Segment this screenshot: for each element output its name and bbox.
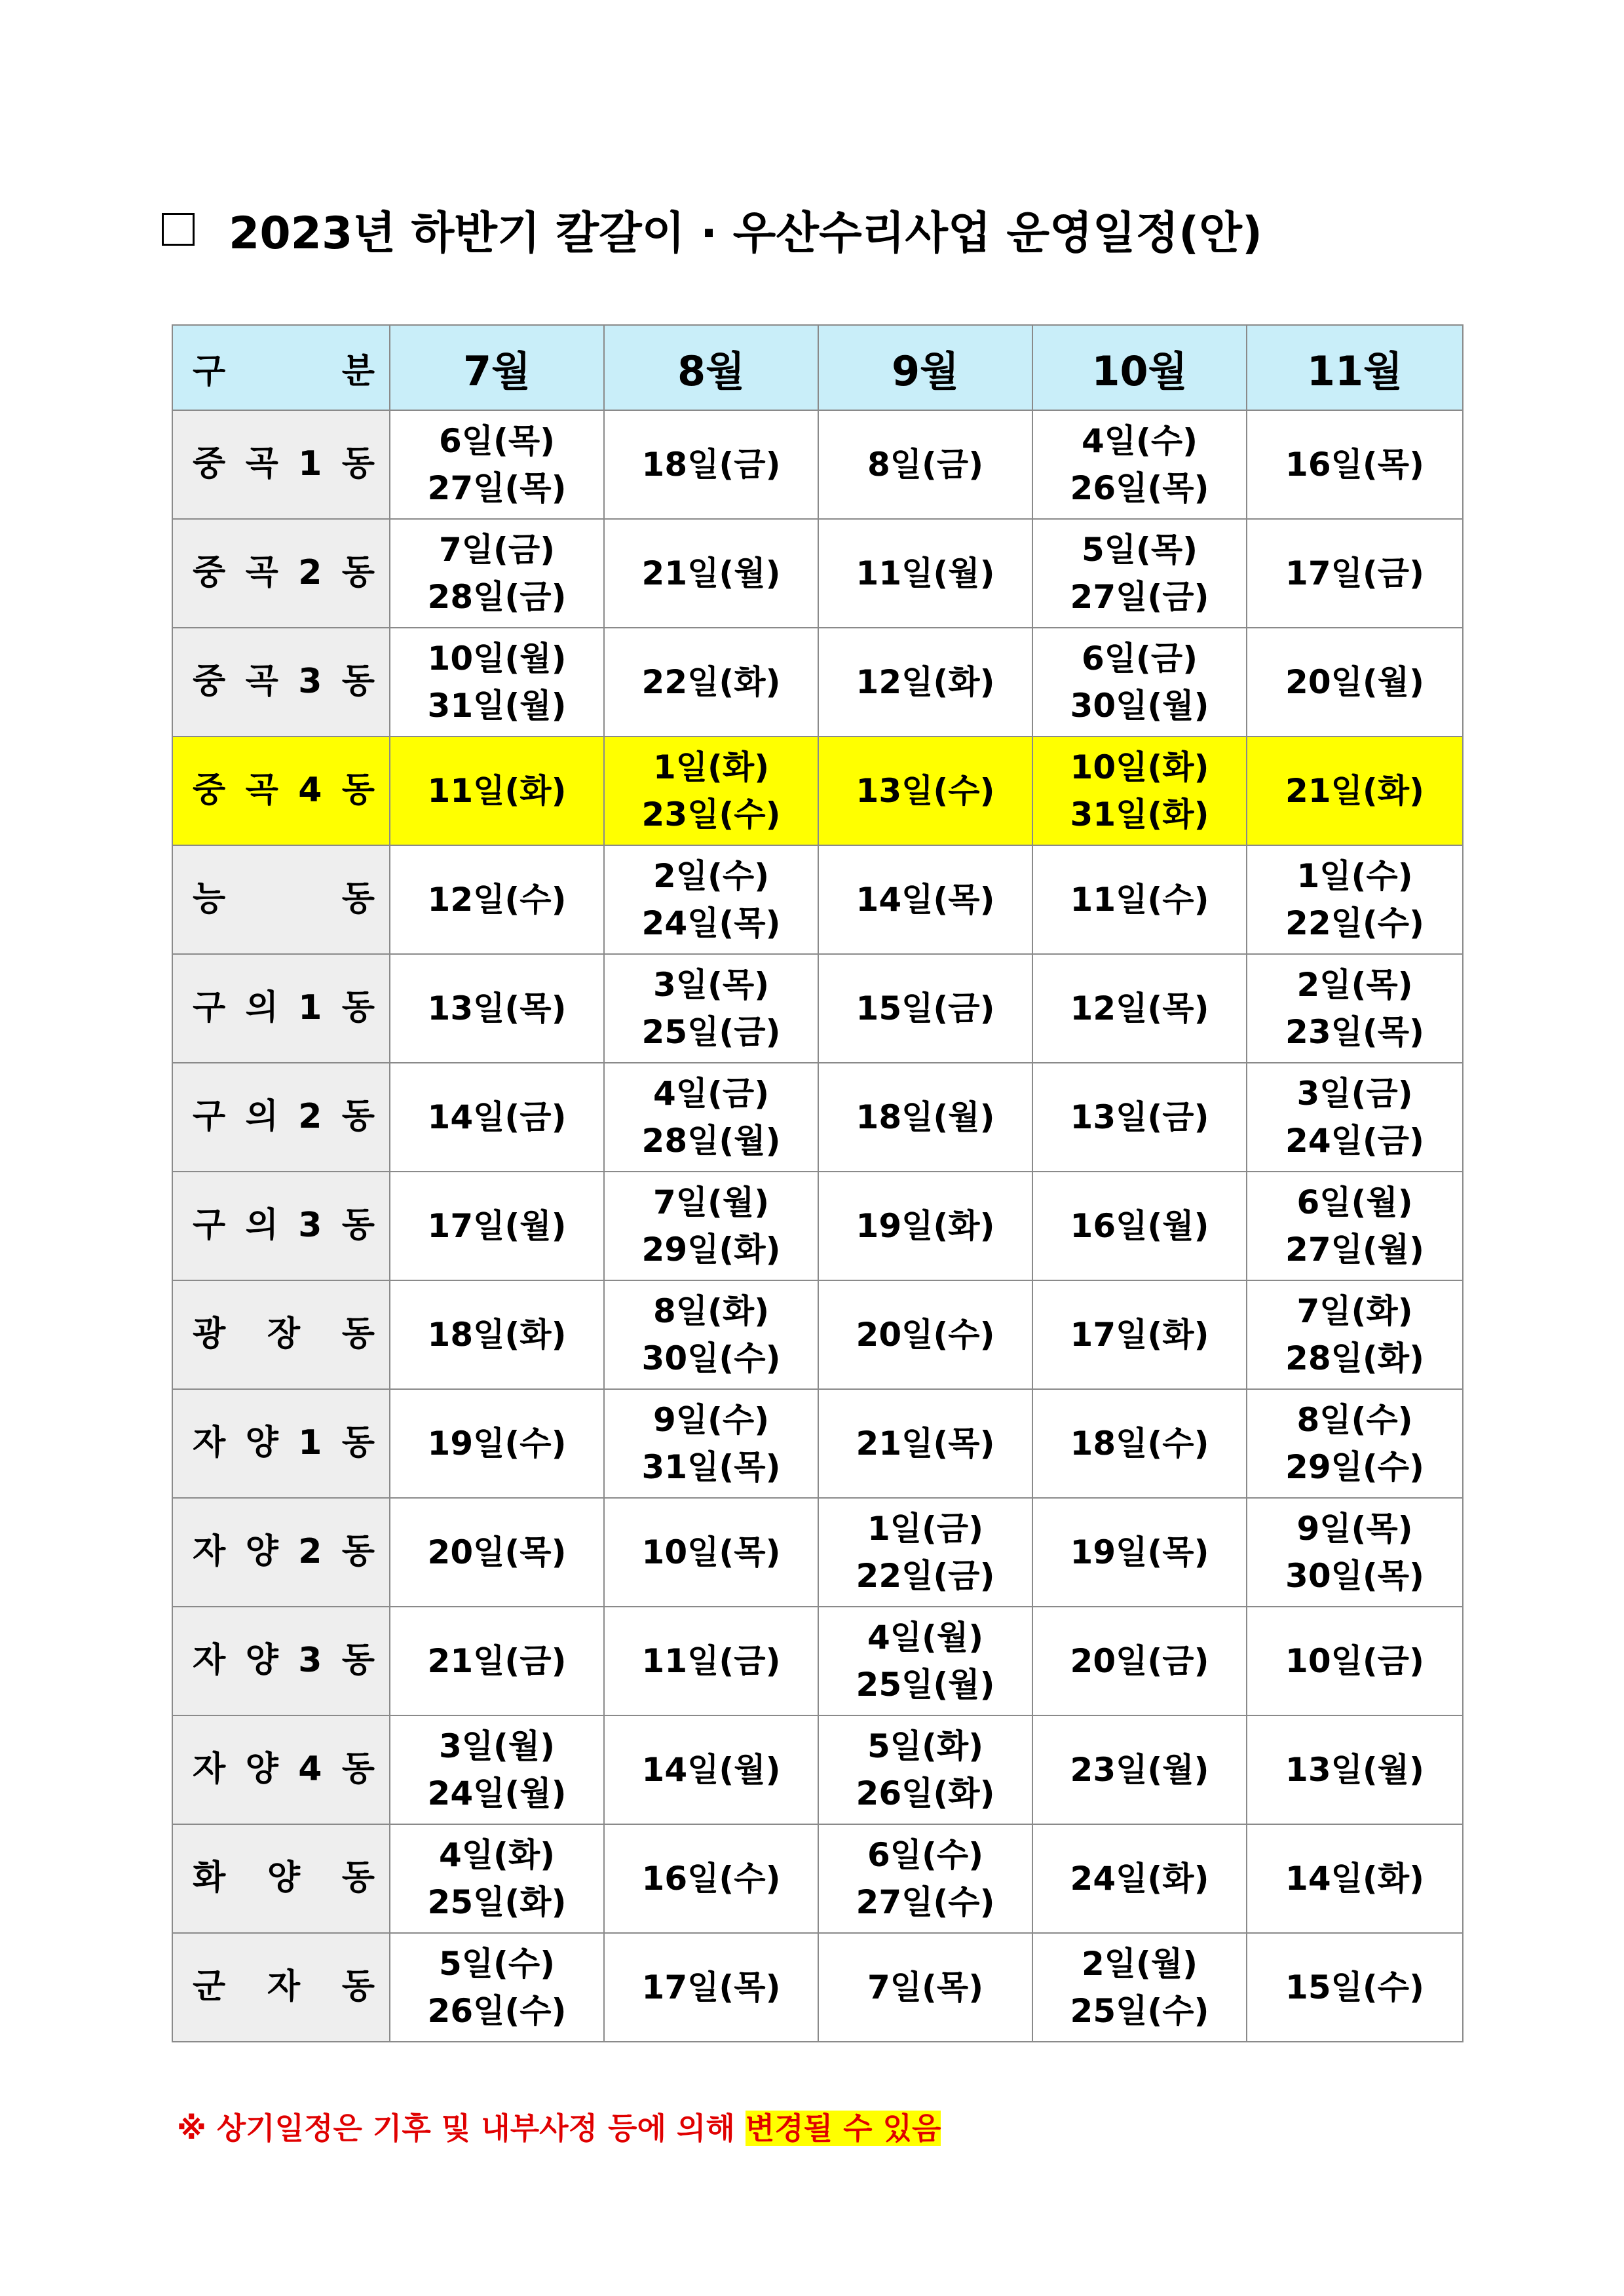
schedule-cell bbox=[390, 410, 604, 519]
schedule-date: 6일(수) bbox=[867, 1835, 984, 1874]
schedule-cell bbox=[604, 1498, 818, 1607]
dong-label-char: 곡 bbox=[245, 553, 278, 593]
schedule-cell bbox=[818, 628, 1032, 737]
schedule-cell bbox=[1032, 1063, 1247, 1172]
checkbox-icon bbox=[162, 213, 195, 246]
schedule-cell bbox=[1247, 845, 1463, 954]
schedule-date: 12일(목) bbox=[1070, 989, 1209, 1027]
dong-label-char: 자 bbox=[193, 1423, 226, 1463]
table-row bbox=[172, 628, 1463, 737]
schedule-cell bbox=[604, 628, 818, 737]
schedule-cell bbox=[1247, 1172, 1463, 1280]
dong-label-char: 동 bbox=[341, 1097, 375, 1137]
schedule-date: 5일(목) bbox=[1081, 530, 1198, 569]
dong-label-char: 동 bbox=[341, 879, 375, 919]
schedule-cell bbox=[818, 845, 1032, 954]
table-row bbox=[172, 1607, 1463, 1715]
dong-label-char: 곡 bbox=[245, 662, 278, 702]
schedule-date: 8일(금) bbox=[867, 445, 984, 484]
dong-label-char: 2 bbox=[298, 1532, 322, 1572]
dong-label-char: 군 bbox=[193, 1967, 226, 2007]
dong-label-char: 동 bbox=[341, 988, 375, 1028]
schedule-cell bbox=[818, 1063, 1032, 1172]
dong-label-char: 1 bbox=[298, 1423, 322, 1463]
schedule-date: 9일(수) bbox=[652, 1400, 770, 1439]
schedule-date: 31일(화) bbox=[1070, 795, 1209, 833]
schedule-cell bbox=[604, 1715, 818, 1824]
dong-label-char: 능 bbox=[193, 879, 226, 919]
dong-label-char: 3 bbox=[298, 662, 322, 702]
dong-label-char: 곡 bbox=[245, 444, 278, 484]
schedule-cell bbox=[1032, 1933, 1247, 2042]
dong-label-char: 4 bbox=[298, 1750, 322, 1789]
schedule-cell bbox=[1247, 1389, 1463, 1498]
dong-label-char: 중 bbox=[193, 662, 226, 702]
schedule-cell bbox=[390, 845, 604, 954]
schedule-date: 19일(화) bbox=[856, 1206, 995, 1245]
schedule-date: 7일(화) bbox=[1296, 1292, 1413, 1330]
schedule-date: 27일(금) bbox=[1070, 578, 1209, 616]
schedule-date: 14일(화) bbox=[1285, 1859, 1424, 1898]
schedule-date: 2일(목) bbox=[1296, 965, 1413, 1004]
schedule-cell bbox=[390, 628, 604, 737]
schedule-date: 10일(금) bbox=[1285, 1641, 1424, 1680]
schedule-cell bbox=[818, 410, 1032, 519]
schedule-date: 3일(목) bbox=[652, 965, 770, 1004]
schedule-date: 29일(화) bbox=[641, 1231, 781, 1269]
schedule-date: 19일(수) bbox=[427, 1424, 567, 1463]
note-highlight: 변경될 수 있음 bbox=[745, 2111, 941, 2146]
table-row bbox=[172, 1715, 1463, 1824]
schedule-cell bbox=[604, 737, 818, 845]
schedule-date: 18일(월) bbox=[856, 1098, 995, 1136]
schedule-cell bbox=[604, 1280, 818, 1389]
schedule-cell bbox=[818, 1498, 1032, 1607]
schedule-date: 7일(월) bbox=[652, 1183, 770, 1221]
schedule-date: 21일(화) bbox=[1285, 771, 1424, 810]
schedule-date: 1일(금) bbox=[867, 1509, 984, 1548]
schedule-cell bbox=[1247, 628, 1463, 737]
schedule-date: 23일(월) bbox=[1070, 1750, 1209, 1789]
table-row bbox=[172, 737, 1463, 845]
schedule-cell bbox=[1032, 1824, 1247, 1933]
schedule-date: 31일(목) bbox=[641, 1448, 781, 1486]
schedule-cell bbox=[1032, 519, 1247, 628]
schedule-date: 22일(수) bbox=[1285, 904, 1424, 942]
page-title bbox=[162, 200, 1262, 259]
schedule-date: 12일(화) bbox=[856, 662, 995, 701]
schedule-date: 24일(목) bbox=[641, 904, 781, 942]
dong-label-char: 2 bbox=[298, 553, 322, 593]
schedule-date: 8일(화) bbox=[652, 1292, 770, 1330]
title-text: 2023년 하반기 칼갈이 · 우산수리사업 운영일정(안) bbox=[229, 207, 1263, 259]
dong-label-cell bbox=[172, 1824, 390, 1933]
schedule-date: 28일(월) bbox=[641, 1122, 781, 1160]
dong-label-char: 광 bbox=[193, 1314, 226, 1354]
schedule-date: 20일(월) bbox=[1285, 662, 1424, 701]
schedule-cell bbox=[390, 1607, 604, 1715]
schedule-date: 14일(월) bbox=[641, 1750, 781, 1789]
dong-label-cell bbox=[172, 410, 390, 519]
schedule-cell bbox=[604, 1172, 818, 1280]
schedule-cell bbox=[1247, 1824, 1463, 1933]
schedule-date: 11일(월) bbox=[856, 554, 995, 592]
schedule-cell bbox=[818, 1172, 1032, 1280]
schedule-date: 25일(월) bbox=[856, 1666, 995, 1704]
dong-label-char: 양 bbox=[245, 1532, 278, 1572]
schedule-date: 25일(수) bbox=[1070, 1992, 1209, 2030]
dong-label-char: 3 bbox=[298, 1641, 322, 1681]
dong-label-char: 중 bbox=[193, 771, 226, 811]
table-row bbox=[172, 1063, 1463, 1172]
schedule-date: 27일(목) bbox=[427, 469, 567, 507]
dong-label-char: 의 bbox=[245, 988, 278, 1028]
dong-label-char: 양 bbox=[267, 1858, 301, 1898]
dong-label-cell bbox=[172, 845, 390, 954]
table-row bbox=[172, 410, 1463, 519]
schedule-date: 21일(목) bbox=[856, 1424, 995, 1463]
schedule-date: 13일(수) bbox=[856, 771, 995, 810]
schedule-cell bbox=[1032, 628, 1247, 737]
schedule-cell bbox=[604, 845, 818, 954]
dong-label-cell bbox=[172, 1063, 390, 1172]
schedule-cell bbox=[818, 1280, 1032, 1389]
schedule-date: 21일(월) bbox=[641, 554, 781, 592]
schedule-date: 28일(화) bbox=[1285, 1339, 1424, 1377]
schedule-cell bbox=[1032, 1280, 1247, 1389]
dong-label-char: 동 bbox=[341, 444, 375, 484]
dong-label-char: 중 bbox=[193, 444, 226, 484]
schedule-cell bbox=[604, 519, 818, 628]
month-header: 11월 bbox=[1247, 325, 1463, 410]
schedule-cell bbox=[1032, 1715, 1247, 1824]
month-header: 8월 bbox=[604, 325, 818, 410]
note-text: ※ 상기일정은 기후 및 내부사정 등에 의해 bbox=[177, 2111, 746, 2146]
schedule-date: 13일(월) bbox=[1285, 1750, 1424, 1789]
dong-label-char: 구 bbox=[193, 988, 226, 1028]
schedule-date: 6일(목) bbox=[438, 421, 556, 460]
schedule-date: 4일(화) bbox=[438, 1835, 556, 1874]
schedule-date: 24일(금) bbox=[1285, 1122, 1424, 1160]
dong-label-char: 동 bbox=[341, 1206, 375, 1246]
schedule-date: 15일(수) bbox=[1285, 1968, 1424, 2006]
schedule-cell bbox=[604, 1933, 818, 2042]
schedule-cell bbox=[1032, 954, 1247, 1063]
table-row bbox=[172, 519, 1463, 628]
schedule-date: 11일(금) bbox=[641, 1641, 781, 1680]
schedule-cell bbox=[390, 1498, 604, 1607]
schedule-date: 4일(월) bbox=[867, 1618, 984, 1656]
schedule-cell bbox=[1247, 410, 1463, 519]
schedule-date: 3일(금) bbox=[1296, 1074, 1413, 1113]
schedule-cell bbox=[1247, 519, 1463, 628]
schedule-date: 8일(수) bbox=[1296, 1400, 1413, 1439]
dong-label-char: 곡 bbox=[245, 771, 278, 811]
schedule-date: 14일(금) bbox=[427, 1098, 567, 1136]
schedule-cell bbox=[1032, 1607, 1247, 1715]
schedule-cell bbox=[390, 1172, 604, 1280]
schedule-date: 3일(월) bbox=[438, 1727, 556, 1765]
dong-label-char: 양 bbox=[245, 1423, 278, 1463]
table-row bbox=[172, 954, 1463, 1063]
schedule-date: 26일(목) bbox=[1070, 469, 1209, 507]
schedule-date: 5일(화) bbox=[867, 1727, 984, 1765]
schedule-date: 2일(월) bbox=[1081, 1944, 1198, 1983]
schedule-cell bbox=[1247, 954, 1463, 1063]
schedule-date: 16일(월) bbox=[1070, 1206, 1209, 1245]
dong-label-char: 동 bbox=[341, 771, 375, 811]
schedule-date: 4일(금) bbox=[652, 1074, 770, 1113]
schedule-cell bbox=[818, 737, 1032, 845]
schedule-date: 18일(수) bbox=[1070, 1424, 1209, 1463]
dong-label-char: 동 bbox=[341, 1641, 375, 1681]
dong-label-char: 동 bbox=[341, 1967, 375, 2007]
schedule-cell bbox=[604, 1824, 818, 1933]
schedule-date: 12일(수) bbox=[427, 880, 567, 919]
schedule-date: 10일(월) bbox=[427, 639, 567, 678]
schedule-cell bbox=[1247, 1280, 1463, 1389]
schedule-date: 1일(수) bbox=[1296, 856, 1413, 895]
dong-label-char: 장 bbox=[267, 1314, 301, 1354]
schedule-date: 30일(월) bbox=[1070, 687, 1209, 725]
schedule-date: 27일(수) bbox=[856, 1883, 995, 1921]
schedule-date: 22일(금) bbox=[856, 1557, 995, 1595]
dong-label-char: 자 bbox=[193, 1750, 226, 1789]
dong-label-char: 양 bbox=[245, 1750, 278, 1789]
schedule-cell bbox=[604, 1607, 818, 1715]
schedule-cell bbox=[604, 1389, 818, 1498]
dong-label-cell bbox=[172, 1172, 390, 1280]
schedule-cell bbox=[1032, 410, 1247, 519]
schedule-cell bbox=[818, 1824, 1032, 1933]
schedule-date: 24일(월) bbox=[427, 1774, 567, 1812]
header-row bbox=[172, 325, 1463, 410]
schedule-table bbox=[172, 324, 1463, 2042]
schedule-cell bbox=[390, 1933, 604, 2042]
schedule-cell bbox=[818, 1607, 1032, 1715]
schedule-date: 16일(목) bbox=[1285, 445, 1424, 484]
schedule-date: 6일(월) bbox=[1296, 1183, 1413, 1221]
dong-label-char: 자 bbox=[193, 1641, 226, 1681]
schedule-date: 1일(화) bbox=[652, 748, 770, 786]
schedule-date: 29일(수) bbox=[1285, 1448, 1424, 1486]
schedule-date: 17일(금) bbox=[1285, 554, 1424, 592]
schedule-cell bbox=[818, 1933, 1032, 2042]
schedule-date: 31일(월) bbox=[427, 687, 567, 725]
schedule-date: 16일(수) bbox=[641, 1859, 781, 1898]
table-row bbox=[172, 1498, 1463, 1607]
schedule-cell bbox=[1032, 1498, 1247, 1607]
dong-label-cell bbox=[172, 628, 390, 737]
dong-label-cell bbox=[172, 1498, 390, 1607]
schedule-date: 13일(목) bbox=[427, 989, 567, 1027]
dong-label-char: 중 bbox=[193, 553, 226, 593]
dong-label-char: 1 bbox=[298, 444, 322, 484]
dong-label-char: 동 bbox=[341, 553, 375, 593]
schedule-date: 7일(목) bbox=[867, 1968, 984, 2006]
table-row bbox=[172, 1389, 1463, 1498]
schedule-date: 11일(화) bbox=[427, 771, 567, 810]
dong-label-char: 구 bbox=[193, 1097, 226, 1137]
schedule-date: 10일(화) bbox=[1070, 748, 1209, 786]
schedule-date: 17일(목) bbox=[641, 1968, 781, 2006]
schedule-cell bbox=[390, 737, 604, 845]
dong-label-char: 자 bbox=[193, 1532, 226, 1572]
dong-label-cell bbox=[172, 1715, 390, 1824]
schedule-note bbox=[177, 2105, 941, 2148]
schedule-cell bbox=[390, 1063, 604, 1172]
schedule-date: 25일(금) bbox=[641, 1013, 781, 1051]
dong-label-char: 동 bbox=[341, 1423, 375, 1463]
schedule-date: 5일(수) bbox=[438, 1944, 556, 1983]
schedule-date: 17일(화) bbox=[1070, 1315, 1209, 1354]
dong-label-cell bbox=[172, 737, 390, 845]
dong-label-char: 2 bbox=[298, 1097, 322, 1137]
schedule-cell bbox=[818, 1389, 1032, 1498]
schedule-cell bbox=[390, 519, 604, 628]
dong-label-char: 의 bbox=[245, 1097, 278, 1137]
schedule-date: 26일(화) bbox=[856, 1774, 995, 1812]
schedule-date: 13일(금) bbox=[1070, 1098, 1209, 1136]
schedule-cell bbox=[604, 1063, 818, 1172]
header-label-char: 분 bbox=[341, 351, 375, 391]
schedule-date: 30일(수) bbox=[641, 1339, 781, 1377]
schedule-cell bbox=[1032, 1389, 1247, 1498]
dong-label-char: 4 bbox=[298, 771, 322, 811]
schedule-date: 4일(수) bbox=[1081, 421, 1198, 460]
schedule-cell bbox=[1247, 1715, 1463, 1824]
schedule-date: 25일(화) bbox=[427, 1883, 567, 1921]
schedule-cell bbox=[390, 954, 604, 1063]
dong-label-char: 3 bbox=[298, 1206, 322, 1246]
header-label-cell bbox=[172, 325, 390, 410]
schedule-date: 17일(월) bbox=[427, 1206, 567, 1245]
dong-label-char: 동 bbox=[341, 1858, 375, 1898]
dong-label-char: 1 bbox=[298, 988, 322, 1028]
dong-label-char: 동 bbox=[341, 1314, 375, 1354]
dong-label-cell bbox=[172, 519, 390, 628]
month-header: 9월 bbox=[818, 325, 1032, 410]
table-row bbox=[172, 1824, 1463, 1933]
schedule-cell bbox=[1032, 845, 1247, 954]
schedule-date: 19일(목) bbox=[1070, 1533, 1209, 1571]
header-label-char: 구 bbox=[193, 351, 226, 391]
schedule-date: 18일(화) bbox=[427, 1315, 567, 1354]
schedule-date: 7일(금) bbox=[438, 530, 556, 569]
schedule-date: 22일(화) bbox=[641, 662, 781, 701]
dong-label-char: 동 bbox=[341, 1532, 375, 1572]
schedule-date: 18일(금) bbox=[641, 445, 781, 484]
schedule-cell bbox=[818, 519, 1032, 628]
schedule-date: 28일(금) bbox=[427, 578, 567, 616]
schedule-cell bbox=[390, 1715, 604, 1824]
schedule-cell bbox=[1032, 1172, 1247, 1280]
schedule-date: 30일(목) bbox=[1285, 1557, 1424, 1595]
dong-label-char: 동 bbox=[341, 1750, 375, 1789]
schedule-date: 6일(금) bbox=[1081, 639, 1198, 678]
schedule-cell bbox=[390, 1389, 604, 1498]
schedule-date: 26일(수) bbox=[427, 1992, 567, 2030]
month-header: 7월 bbox=[390, 325, 604, 410]
table-row bbox=[172, 845, 1463, 954]
dong-label-cell bbox=[172, 1607, 390, 1715]
schedule-date: 14일(목) bbox=[856, 880, 995, 919]
schedule-cell bbox=[1247, 1607, 1463, 1715]
dong-label-char: 화 bbox=[193, 1858, 226, 1898]
schedule-date: 20일(수) bbox=[856, 1315, 995, 1354]
schedule-cell bbox=[604, 410, 818, 519]
schedule-cell bbox=[1247, 737, 1463, 845]
schedule-cell bbox=[1247, 1933, 1463, 2042]
schedule-cell bbox=[390, 1280, 604, 1389]
schedule-cell bbox=[1032, 737, 1247, 845]
dong-label-char: 동 bbox=[341, 662, 375, 702]
table-row bbox=[172, 1933, 1463, 2042]
dong-label-cell bbox=[172, 954, 390, 1063]
schedule-date: 10일(목) bbox=[641, 1533, 781, 1571]
schedule-date: 20일(금) bbox=[1070, 1641, 1209, 1680]
schedule-date: 23일(목) bbox=[1285, 1013, 1424, 1051]
table-row bbox=[172, 1172, 1463, 1280]
dong-label-char: 자 bbox=[267, 1967, 301, 2007]
dong-label-cell bbox=[172, 1280, 390, 1389]
schedule-cell bbox=[818, 1715, 1032, 1824]
dong-label-cell bbox=[172, 1389, 390, 1498]
schedule-cell bbox=[818, 954, 1032, 1063]
schedule-date: 20일(목) bbox=[427, 1533, 567, 1571]
schedule-cell bbox=[604, 954, 818, 1063]
schedule-date: 9일(목) bbox=[1296, 1509, 1413, 1548]
schedule-date: 27일(월) bbox=[1285, 1231, 1424, 1269]
schedule-cell bbox=[1247, 1498, 1463, 1607]
dong-label-char: 의 bbox=[245, 1206, 278, 1246]
schedule-cell bbox=[390, 1824, 604, 1933]
schedule-date: 21일(금) bbox=[427, 1641, 567, 1680]
table-row bbox=[172, 1280, 1463, 1389]
dong-label-cell bbox=[172, 1933, 390, 2042]
schedule-date: 11일(수) bbox=[1070, 880, 1209, 919]
schedule-date: 2일(수) bbox=[652, 856, 770, 895]
month-header: 10월 bbox=[1032, 325, 1247, 410]
dong-label-char: 구 bbox=[193, 1206, 226, 1246]
schedule-date: 15일(금) bbox=[856, 989, 995, 1027]
schedule-cell bbox=[1247, 1063, 1463, 1172]
dong-label-char: 양 bbox=[245, 1641, 278, 1681]
schedule-date: 23일(수) bbox=[641, 795, 781, 833]
schedule-date: 24일(화) bbox=[1070, 1859, 1209, 1898]
